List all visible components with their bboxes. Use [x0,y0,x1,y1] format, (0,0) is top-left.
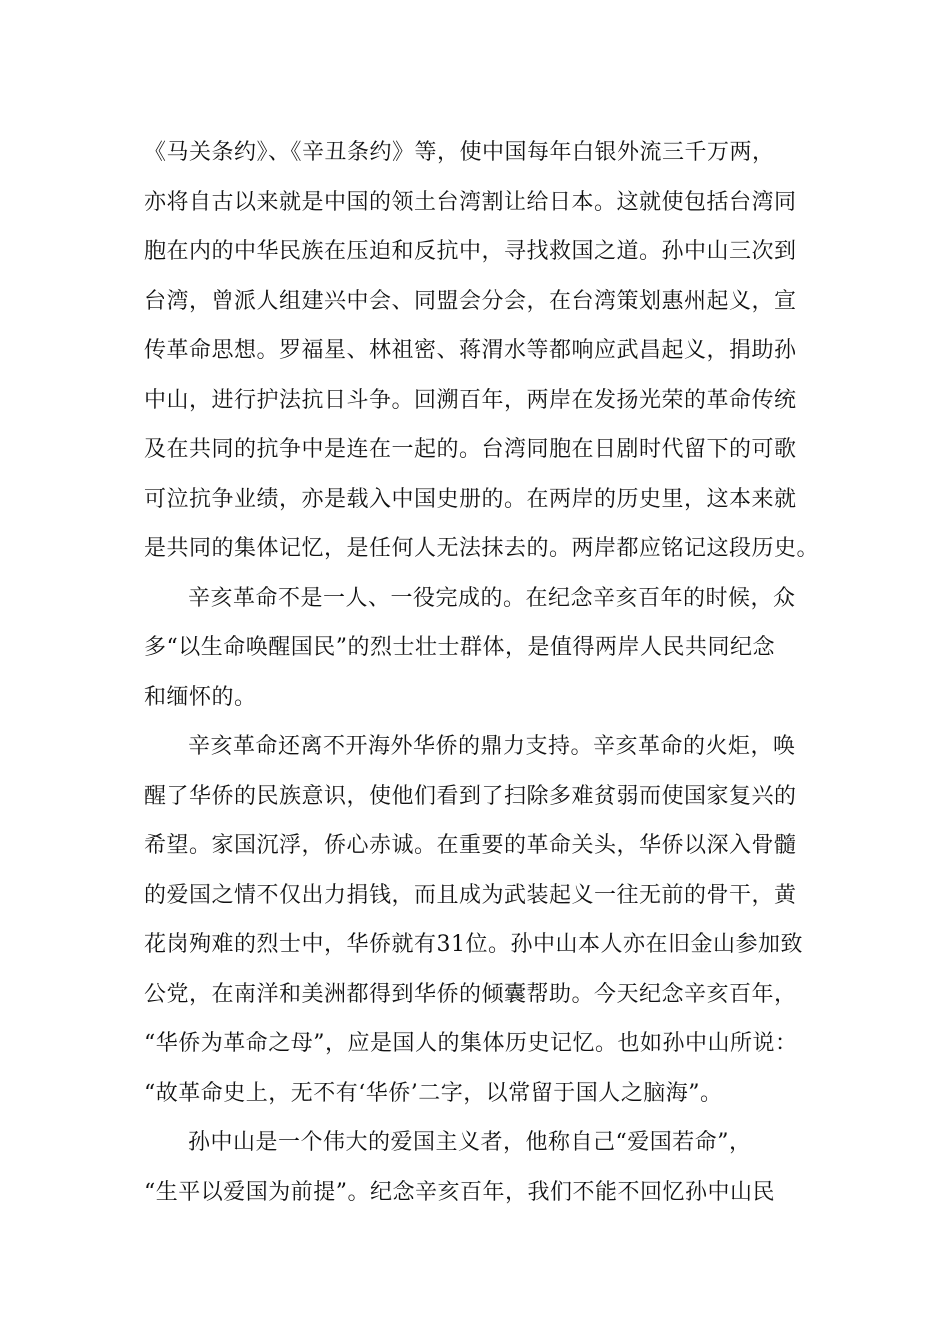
text-line: 台湾，曾派人组建兴中会、同盟会分会，在台湾策划惠州起义，宣 [144,288,797,314]
text-line: 醒了华侨的民族意识，使他们看到了扫除多难贫弱而使国家复兴的 [144,783,797,809]
paragraph-3 [144,722,806,1118]
text-line: 可泣抗争业绩，亦是载入中国史册的。在两岸的历史里，这本来就 [144,486,797,512]
text-line: 胞在内的中华民族在压迫和反抗中，寻找救国之道。孙中山三次到 [144,239,797,264]
text-line: 辛亥革命不是一人、一役完成的。在纪念辛亥百年的时候，众 [188,585,796,611]
text-line: “生平以爱国为前提”。纪念辛亥百年，我们不能不回忆孙中山民 [144,1179,775,1205]
text-line: “故革命史上，无不有‘华侨’二字，以常留于国人之脑海”。 [144,1080,723,1106]
text-line: 《马关条约》、《辛丑条约》等，使中国每年白银外流三千万两， [144,140,775,165]
paragraph-2 [144,574,806,723]
text-line: 及在共同的抗争中是连在一起的。台湾同胞在日剧时代留下的可歌 [144,437,797,462]
text-line: 公党，在南洋和美洲都得到华侨的倾囊帮助。今天纪念辛亥百年， [144,981,797,1007]
text-line: 是共同的集体记忆，是任何人无法抹去的。两岸都应铭记这段历史。 [144,536,820,561]
text-line: 花岗殉难的烈士中，华侨就有31位。孙中山本人亦在旧金山参加致 [144,932,803,957]
text-line: 和缅怀的。 [144,684,257,710]
text-line: 中山，进行护法抗日斗争。回溯百年，两岸在发扬光荣的革命传统 [144,387,797,413]
text-line: 孙中山是一个伟大的爱国主义者，他称自己“爱国若命”， [188,1130,752,1155]
text-line: 辛亥革命还离不开海外华侨的鼎力支持。辛亥革命的火炬，唤 [188,734,796,759]
document-body [144,128,820,1217]
text-line: 亦将自古以来就是中国的领土台湾割让给日本。这就使包括台湾同 [144,189,797,215]
paragraph-4 [144,1118,806,1217]
text-line: 的爱国之情不仅出力捐钱，而且成为武装起义一往无前的骨干，黄 [144,882,797,908]
text-line: “华侨为革命之母”，应是国人的集体历史记忆。也如孙中山所说： [144,1031,798,1056]
paragraph-1 [144,128,820,574]
text-line: 多“以生命唤醒国民”的烈士壮士群体，是值得两岸人民共同纪念 [144,635,775,660]
text-line: 希望。家国沉浮，侨心赤诚。在重要的革命关头，华侨以深入骨髓 [144,833,797,858]
text-line: 传革命思想。罗福星、林祖密、蒋渭水等都响应武昌起义，捐助孙 [144,338,797,363]
